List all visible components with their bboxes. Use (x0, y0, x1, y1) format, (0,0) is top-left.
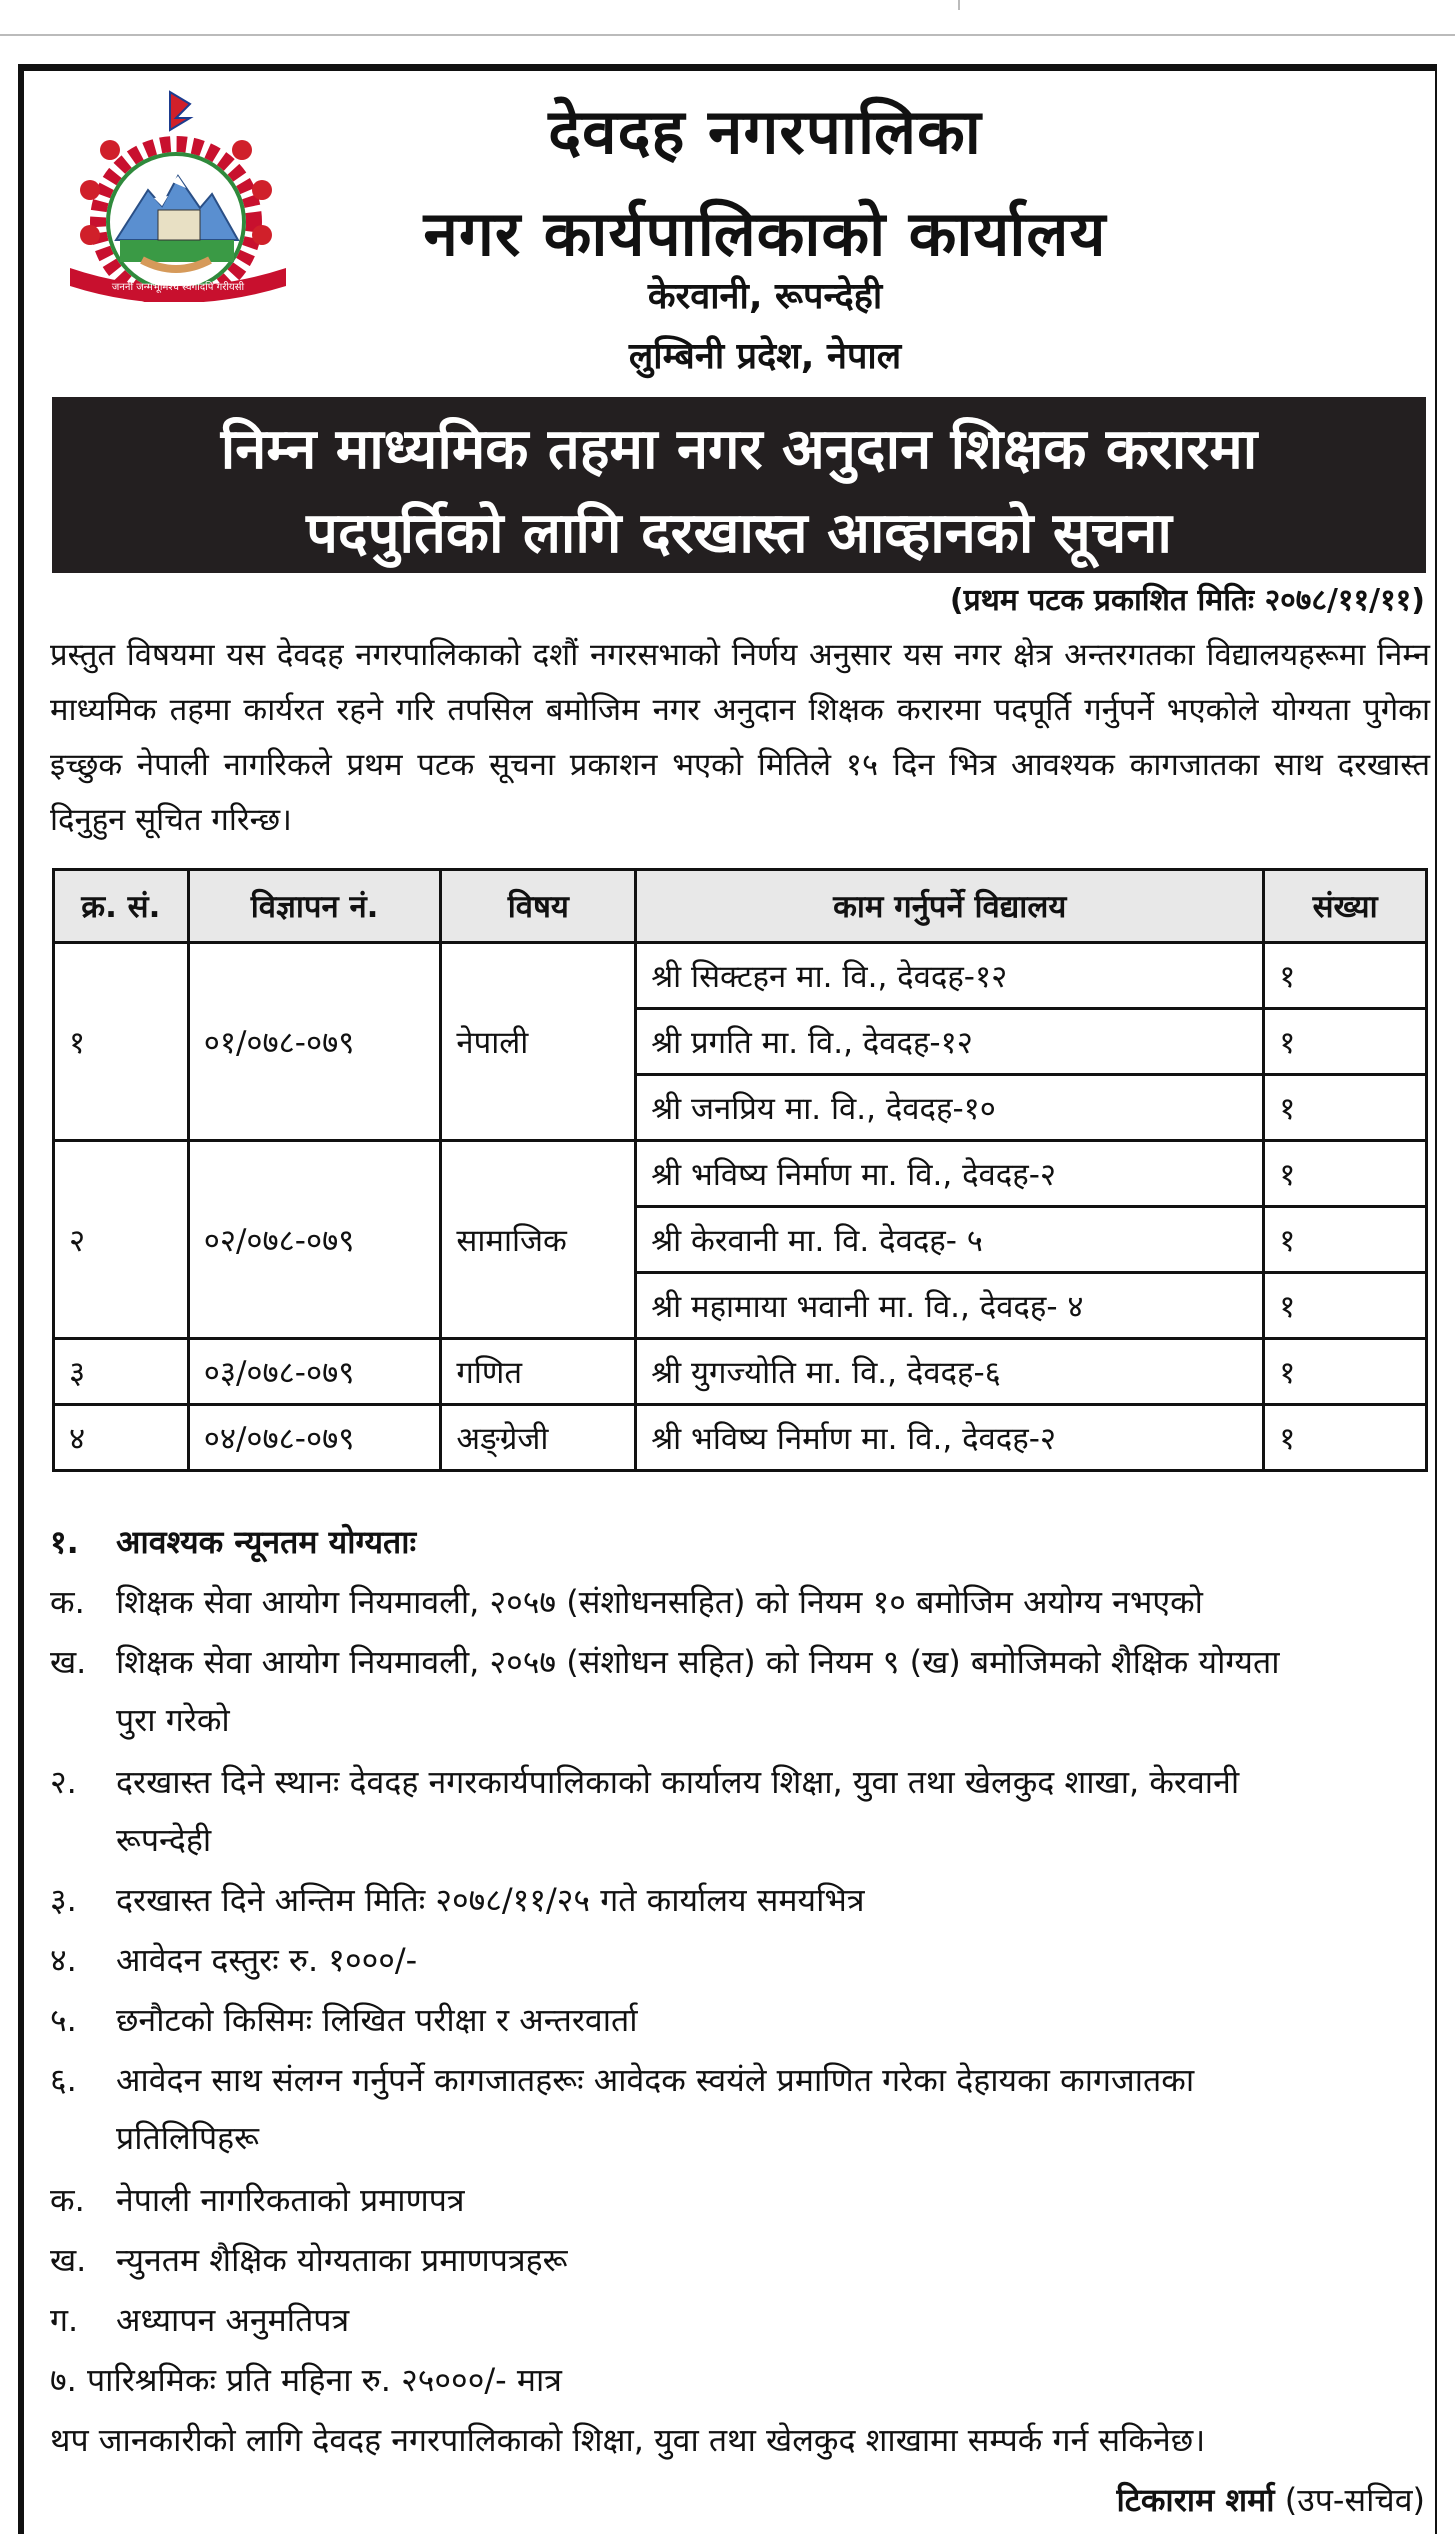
cell-subject: अङ्ग्रेजी (441, 1405, 636, 1471)
cell-subject: सामाजिक (441, 1141, 636, 1339)
requirement-text: शिक्षक सेवा आयोग नियमावली, २०५७ (संशोधनसहित) को नियम १० बमोजिम अयोग्य नभएको (116, 1583, 1203, 1621)
requirement-number: ३. (50, 1881, 77, 1919)
requirement-text: शिक्षक सेवा आयोग नियमावली, २०५७ (संशोधन सहित) को नियम ९ (ख) बमोजिमको शैक्षिक योग्यता (116, 1643, 1280, 1681)
requirement-text: आवश्यक न्यूनतम योग्यताः (116, 1523, 417, 1561)
requirement-text: दरखास्त दिने अन्तिम मितिः २०७८/११/२५ गते कार्यालय समयभित्र (116, 1881, 865, 1919)
vacancy-table (52, 868, 1428, 1472)
cell-ad-no: ०१/०७८-०७९ (188, 943, 441, 1141)
municipality-name: देवदह नगरपालिका (548, 95, 982, 168)
requirement-text: आवेदन साथ संलग्न गर्नुपर्ने कागजातहरूः आवेदक स्वयंले प्रमाणित गरेका देहायका कागजातका (116, 2061, 1195, 2099)
requirement-text: दरखास्त दिने स्थानः देवदह नगरकार्यपालिकाको कार्यालय शिक्षा, युवा तथा खेलकुद शाखा, केरवानी (116, 1763, 1240, 1801)
requirement-number: क. (50, 2181, 85, 2219)
table-row (54, 1339, 1427, 1405)
requirement-text: प्रतिलिपिहरू (116, 2119, 260, 2157)
office-name: नगर कार्यपालिकाको कार्यालय (423, 197, 1107, 270)
requirement-number: ख. (50, 2241, 87, 2279)
cell-school: श्री जनप्रिय मा. वि., देवदह-१० (636, 1075, 1264, 1141)
requirement-number: ग. (50, 2301, 79, 2339)
requirement-text: आवेदन दस्तुरः रु. १०००/- (116, 1941, 418, 1979)
table-row (54, 1405, 1427, 1471)
cell-school: श्री सिक्टहन मा. वि., देवदह-१२ (636, 943, 1264, 1009)
cell-count: १ (1264, 1405, 1427, 1471)
top-tick (958, 0, 960, 10)
signature-block (1116, 2478, 1425, 2521)
requirement-text: न्युनतम शैक्षिक योग्यताका प्रमाणपत्रहरू (116, 2241, 568, 2279)
cell-school: श्री महामाया भवानी मा. वि., देवदह- ४ (636, 1273, 1264, 1339)
col-header-school: काम गर्नुपर्ने विद्यालय (636, 870, 1264, 943)
notice-title-line1: निम्न माध्यमिक तहमा नगर अनुदान शिक्षक करारमा (220, 417, 1258, 482)
requirement-number: १. (50, 1523, 79, 1561)
cell-sn: ४ (54, 1405, 189, 1471)
requirement-text: नेपाली नागरिकताको प्रमाणपत्र (116, 2181, 465, 2219)
cell-subject: नेपाली (441, 943, 636, 1141)
requirement-number: ५. (50, 2001, 77, 2039)
cell-sn: ३ (54, 1339, 189, 1405)
notice-title-box (52, 397, 1426, 573)
cell-ad-no: ०३/०७८-०७९ (188, 1339, 441, 1405)
cell-ad-no: ०४/०७८-०७९ (188, 1405, 441, 1471)
requirement-text: रूपन्देही (116, 1821, 212, 1859)
address-line: केरवानी, रूपन्देही (647, 276, 883, 317)
table-row (54, 1141, 1427, 1207)
cell-count: १ (1264, 1075, 1427, 1141)
cell-school: श्री युगज्योति मा. वि., देवदह-६ (636, 1339, 1264, 1405)
cell-subject: गणित (441, 1339, 636, 1405)
contact-note: थप जानकारीको लागि देवदह नगरपालिकाको शिक्षा, युवा तथा खेलकुद शाखामा सम्पर्क गर्न सकिनेछ। (50, 2421, 1206, 2459)
cell-count: १ (1264, 1009, 1427, 1075)
intro-paragraph: प्रस्तुत विषयमा यस देवदह नगरपालिकाको दशौं नगरसभाको निर्णय अनुसार यस नगर क्षेत्र अन्तरगतका विद्यालयहरूमा निम्न माध्यमिक तहमा कार्यरत रहने गरि तपसिल बमोजिम नगर अनुदान शिक्षक करारमा पदपूर्ति गर्नुपर्ने भएकोले योग्यता पुगेका इच्छुक नेपाली नागरिकले प्रथम पटक सूचना प्रकाशन भएको मितिले १५ दिन भित्र आवश्यक कागजातका साथ दरखास्त दिनुहुन सूचित गरिन्छ। (50, 637, 1430, 838)
notice-title-line2: पदपुर्तिको लागि दरखास्त आव्हानको सूचना (306, 501, 1172, 566)
cell-school: श्री भविष्य निर्माण मा. वि., देवदह-२ (636, 1141, 1264, 1207)
cell-count: १ (1264, 1141, 1427, 1207)
cell-ad-no: ०२/०७८-०७९ (188, 1141, 441, 1339)
svg-text:जननी जन्मभूमिश्च स्वर्गादपि गर: जननी जन्मभूमिश्च स्वर्गादपि गरीयसी (111, 282, 245, 293)
requirement-number: ६. (50, 2061, 77, 2099)
cell-school: श्री केरवानी मा. वि. देवदह- ५ (636, 1207, 1264, 1273)
requirement-number: ख. (50, 1643, 87, 1681)
cell-school: श्री प्रगति मा. वि., देवदह-१२ (636, 1009, 1264, 1075)
cell-school: श्री भविष्य निर्माण मा. वि., देवदह-२ (636, 1405, 1264, 1471)
requirement-text: छनौटको किसिमः लिखित परीक्षा र अन्तरवार्ता (116, 2001, 638, 2039)
col-header-sn: क्र. सं. (54, 870, 189, 943)
top-rule (0, 34, 1455, 36)
requirement-text: ७. पारिश्रमिकः प्रति महिना रु. २५०००/- मात्र (50, 2361, 562, 2399)
cell-count: १ (1264, 1207, 1427, 1273)
cell-count: १ (1264, 1273, 1427, 1339)
signatory-designation: (उप-सचिव) (1284, 2481, 1425, 2519)
col-header-subject: विषय (441, 870, 636, 943)
requirement-number: क. (50, 1583, 85, 1621)
cell-count: १ (1264, 1339, 1427, 1405)
cell-sn: २ (54, 1141, 189, 1339)
province-line: लुम्बिनी प्रदेश, नेपाल (628, 336, 902, 377)
col-header-count: संख्या (1264, 870, 1427, 943)
col-header-ad-no: विज्ञापन नं. (188, 870, 441, 943)
requirement-text: पुरा गरेको (116, 1701, 230, 1739)
cell-count: १ (1264, 943, 1427, 1009)
publish-date: (प्रथम पटक प्रकाशित मितिः २०७८/११/११) (949, 583, 1425, 618)
requirement-text: अध्यापन अनुमतिपत्र (116, 2301, 350, 2339)
requirement-7 (50, 2354, 1435, 2406)
requirement-number: २. (50, 1763, 77, 1801)
requirement-number: ४. (50, 1941, 77, 1979)
signatory-name: टिकाराम शर्मा (1116, 2481, 1275, 2519)
cell-sn: १ (54, 943, 189, 1141)
table-header-row (54, 870, 1427, 943)
table-row (54, 943, 1427, 1009)
